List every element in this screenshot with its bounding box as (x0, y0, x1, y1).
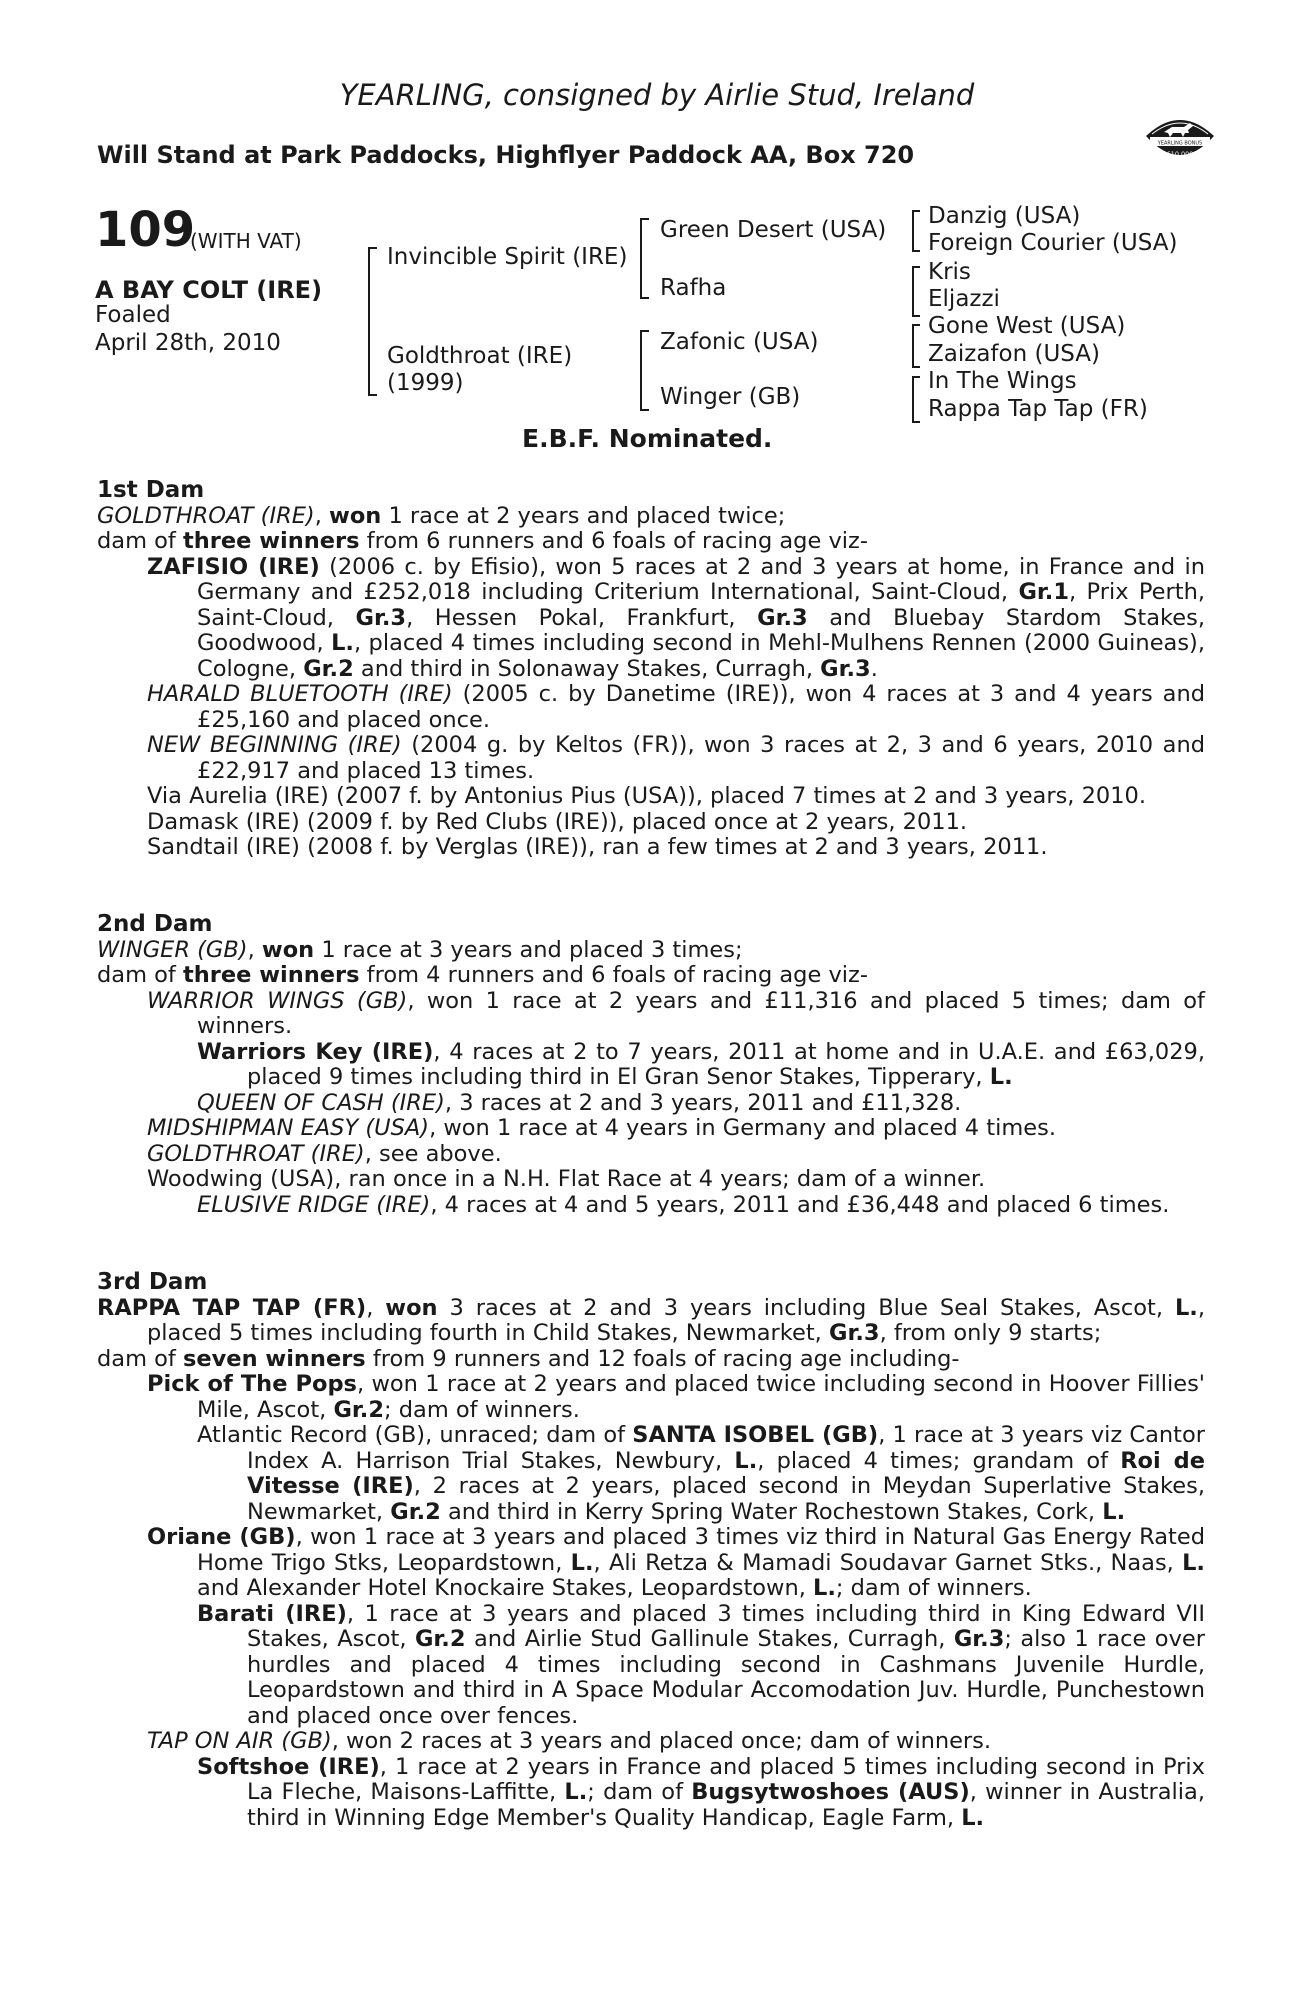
third-dam-produce-summary: dam of seven winners from 9 runners and 12 foals of racing age including- (97, 1345, 960, 1372)
third-dam-heading: 3rd Dam (97, 1269, 208, 1295)
third-dam-line: RAPPA TAP TAP (FR), won 3 races at 2 and 3 years including Blue Seal Stakes, Ascot, L., placed 5 times including fourth in Child Stakes, Newmarket, Gr.3, from only 9 starts; (97, 1294, 1205, 1346)
pedigree-brace-gen3-1 (912, 210, 920, 252)
second-dam-entry-7: ELUSIVE RIDGE (IRE), 4 races at 4 and 5 years, 2011 and £36,448 and placed 6 times. (197, 1191, 1170, 1218)
foaled-label: Foaled (95, 302, 171, 328)
second-dam-entry-1: WARRIOR WINGS (GB), won 1 race at 2 years and £11,316 and placed 5 times; dam of winners. (147, 987, 1205, 1039)
stand-location: Will Stand at Park Paddocks, Highflyer Paddock AA, Box 720 (97, 141, 915, 169)
pedigree-gen2-4: Winger (GB) (660, 384, 801, 410)
badge-line-3: £10,000 (1166, 150, 1194, 158)
first-dam-entry-4: Via Aurelia (IRE) (2007 f. by Antonius Pius (USA)), placed 7 times at 2 and 3 years, 2010. (147, 783, 1147, 809)
first-dam-entry-1: ZAFISIO (IRE) (2006 c. by Efisio), won 5 races at 2 and 3 years at home, in France and in Germany and £252,018 including Criterium International, Saint-Cloud, Gr.1, Prix Perth, Saint-Cloud, Gr.3, Hessen Pokal, Frankfurt, Gr.3 and Bluebay Stardom Stakes, Goodwood, L., placed 4 times including second in Mehl-Mulhens Rennen (2000 Guineas), Cologne, Gr.2 and third in Solonaway Stakes, Curragh, Gr.3. (147, 553, 1206, 682)
badge-line-2: YEARLING BONUS (1157, 140, 1203, 147)
pedigree-brace-dam (640, 330, 649, 411)
third-dam-entry-5: TAP ON AIR (GB), won 2 races at 3 years and placed once; dam of winners. (147, 1728, 992, 1754)
first-dam-produce-summary: dam of three winners from 6 runners and 6 foals of racing age viz- (97, 528, 868, 554)
third-dam-entry-4: Barati (IRE), 1 race at 3 years and placed 3 times including third in King Edward VII Stakes, Ascot, Gr.2 and Airlie Stud Gallinule Stakes, Curragh, Gr.3; also 1 race over hurdles and placed 4 times including second in Cashmans Juvenile Hurdle, Leopardstown and third in A Space Modular Accomodation Juv. Hurdle, Punchestown and placed once over fences. (197, 1600, 1206, 1729)
pedigree-gen2-3: Zafonic (USA) (660, 329, 819, 355)
first-dam-heading: 1st Dam (97, 477, 205, 503)
pedigree-gen2-1: Green Desert (USA) (660, 217, 887, 243)
third-dam-entry-1: Pick of The Pops, won 1 race at 2 years and placed twice including second in Hoover Fillies' Mile, Ascot, Gr.2; dam of winners. (147, 1371, 1205, 1423)
second-dam-entry-6: Woodwing (USA), ran once in a N.H. Flat Race at 4 years; dam of a winner. (147, 1166, 986, 1192)
second-dam-entry-2: Warriors Key (IRE), 4 races at 2 to 7 years, 2011 at home and in U.A.E. and £63,029, placed 9 times including third in El Gran Senor Stakes, Tipperary, L. (197, 1038, 1205, 1090)
pedigree-gen2-2: Rafha (660, 275, 727, 301)
pedigree-dam: Goldthroat (IRE) (387, 343, 573, 369)
lot-number: 109 (95, 202, 196, 258)
ebf-nominated: E.B.F. Nominated. (522, 424, 773, 453)
second-dam-line: WINGER (GB), won 1 race at 3 years and placed 3 times; (97, 936, 743, 963)
badge-line-1: RACING POST (1166, 114, 1194, 119)
first-dam-line: GOLDTHROAT (IRE), won 1 race at 2 years and placed twice; (97, 502, 786, 529)
third-dam-entry-2: Atlantic Record (GB), unraced; dam of SANTA ISOBEL (GB), 1 race at 3 years viz Cantor Index A. Harrison Trial Stakes, Newbury, L., placed 4 times; grandam of Roi de Vitesse (IRE), 2 races at 2 years, placed second in Meydan Superlative Stakes, Newmarket, Gr.2 and third in Kerry Spring Water Rochestown Stakes, Cork, L. (197, 1422, 1205, 1525)
third-dam-entry-6: Softshoe (IRE), 1 race at 2 years in France and placed 5 times including second in Prix La Fleche, Maisons-Laffitte, L.; dam of Bugsytwoshoes (AUS), winner in Australia, third in Winning Edge Member's Quality Handicap, Eagle Farm, L. (197, 1753, 1205, 1831)
second-dam-produce-summary: dam of three winners from 4 runners and 6 foals of racing age viz- (97, 962, 868, 988)
pedigree-gen3-4: Eljazzi (928, 286, 1000, 312)
pedigree-gen3-7: In The Wings (928, 368, 1077, 394)
first-dam-entry-2: HARALD BLUETOOTH (IRE) (2005 c. by Danetime (IRE)), won 4 races at 3 and 4 years and £25,160 and placed once. (147, 681, 1205, 733)
pedigree-brace-gen3-3 (912, 324, 920, 368)
pedigree-gen3-8: Rappa Tap Tap (FR) (928, 396, 1148, 422)
pedigree-gen3-1: Danzig (USA) (928, 203, 1081, 229)
second-dam-entry-5: GOLDTHROAT (IRE), see above. (147, 1140, 502, 1167)
first-dam-entry-3: NEW BEGINNING (IRE) (2004 g. by Keltos (FR)), won 3 races at 2, 3 and 6 years, 2010 and £22,917 and placed 13 times. (147, 732, 1205, 784)
pedigree-dam-year: (1999) (387, 370, 464, 396)
third-dam-entry-3: Oriane (GB), won 1 race at 3 years and placed 3 times viz third in Natural Gas Energy Rated Home Trigo Stks, Leopardstown, L., Ali Retza & Mamadi Soudavar Garnet Stks., Naas, L. and Alexander Hotel Knockaire Stakes, Leopardstown, L.; dam of winners. (147, 1524, 1205, 1601)
pedigree-gen3-5: Gone West (USA) (928, 313, 1126, 339)
pedigree-brace-sire (640, 218, 649, 299)
pedigree-gen3-2: Foreign Courier (USA) (928, 230, 1178, 256)
second-dam-entry-4: MIDSHIPMAN EASY (USA), won 1 race at 4 years in Germany and placed 4 times. (147, 1115, 1056, 1141)
second-dam-section (97, 912, 1205, 1218)
lot-title: A BAY COLT (IRE) (95, 276, 323, 304)
second-dam-heading: 2nd Dam (97, 911, 213, 937)
pedigree-gen3-3: Kris (928, 259, 971, 285)
pedigree-gen3-6: Zaizafon (USA) (928, 341, 1101, 367)
pedigree-brace-gen3-2 (912, 266, 920, 317)
yearling-bonus-badge-icon (1142, 96, 1218, 190)
pedigree-sire: Invincible Spirit (IRE) (387, 244, 628, 270)
pedigree-brace-main (368, 247, 377, 396)
first-dam-entry-5: Damask (IRE) (2009 f. by Red Clubs (IRE)), placed once at 2 years, 2011. (147, 808, 968, 835)
pedigree-brace-gen3-4 (912, 376, 920, 423)
first-dam-section (97, 478, 1205, 861)
second-dam-entry-3: QUEEN OF CASH (IRE), 3 races at 2 and 3 years, 2011 and £11,328. (197, 1089, 962, 1116)
third-dam-section (97, 1270, 1205, 1831)
lot-vat: (WITH VAT) (190, 229, 302, 253)
foaled-date: April 28th, 2010 (95, 330, 281, 356)
first-dam-entry-6: Sandtail (IRE) (2008 f. by Verglas (IRE)), ran a few times at 2 and 3 years, 2011. (147, 834, 1048, 860)
consignor-subtitle: YEARLING, consigned by Airlie Stud, Ireland (339, 78, 975, 112)
